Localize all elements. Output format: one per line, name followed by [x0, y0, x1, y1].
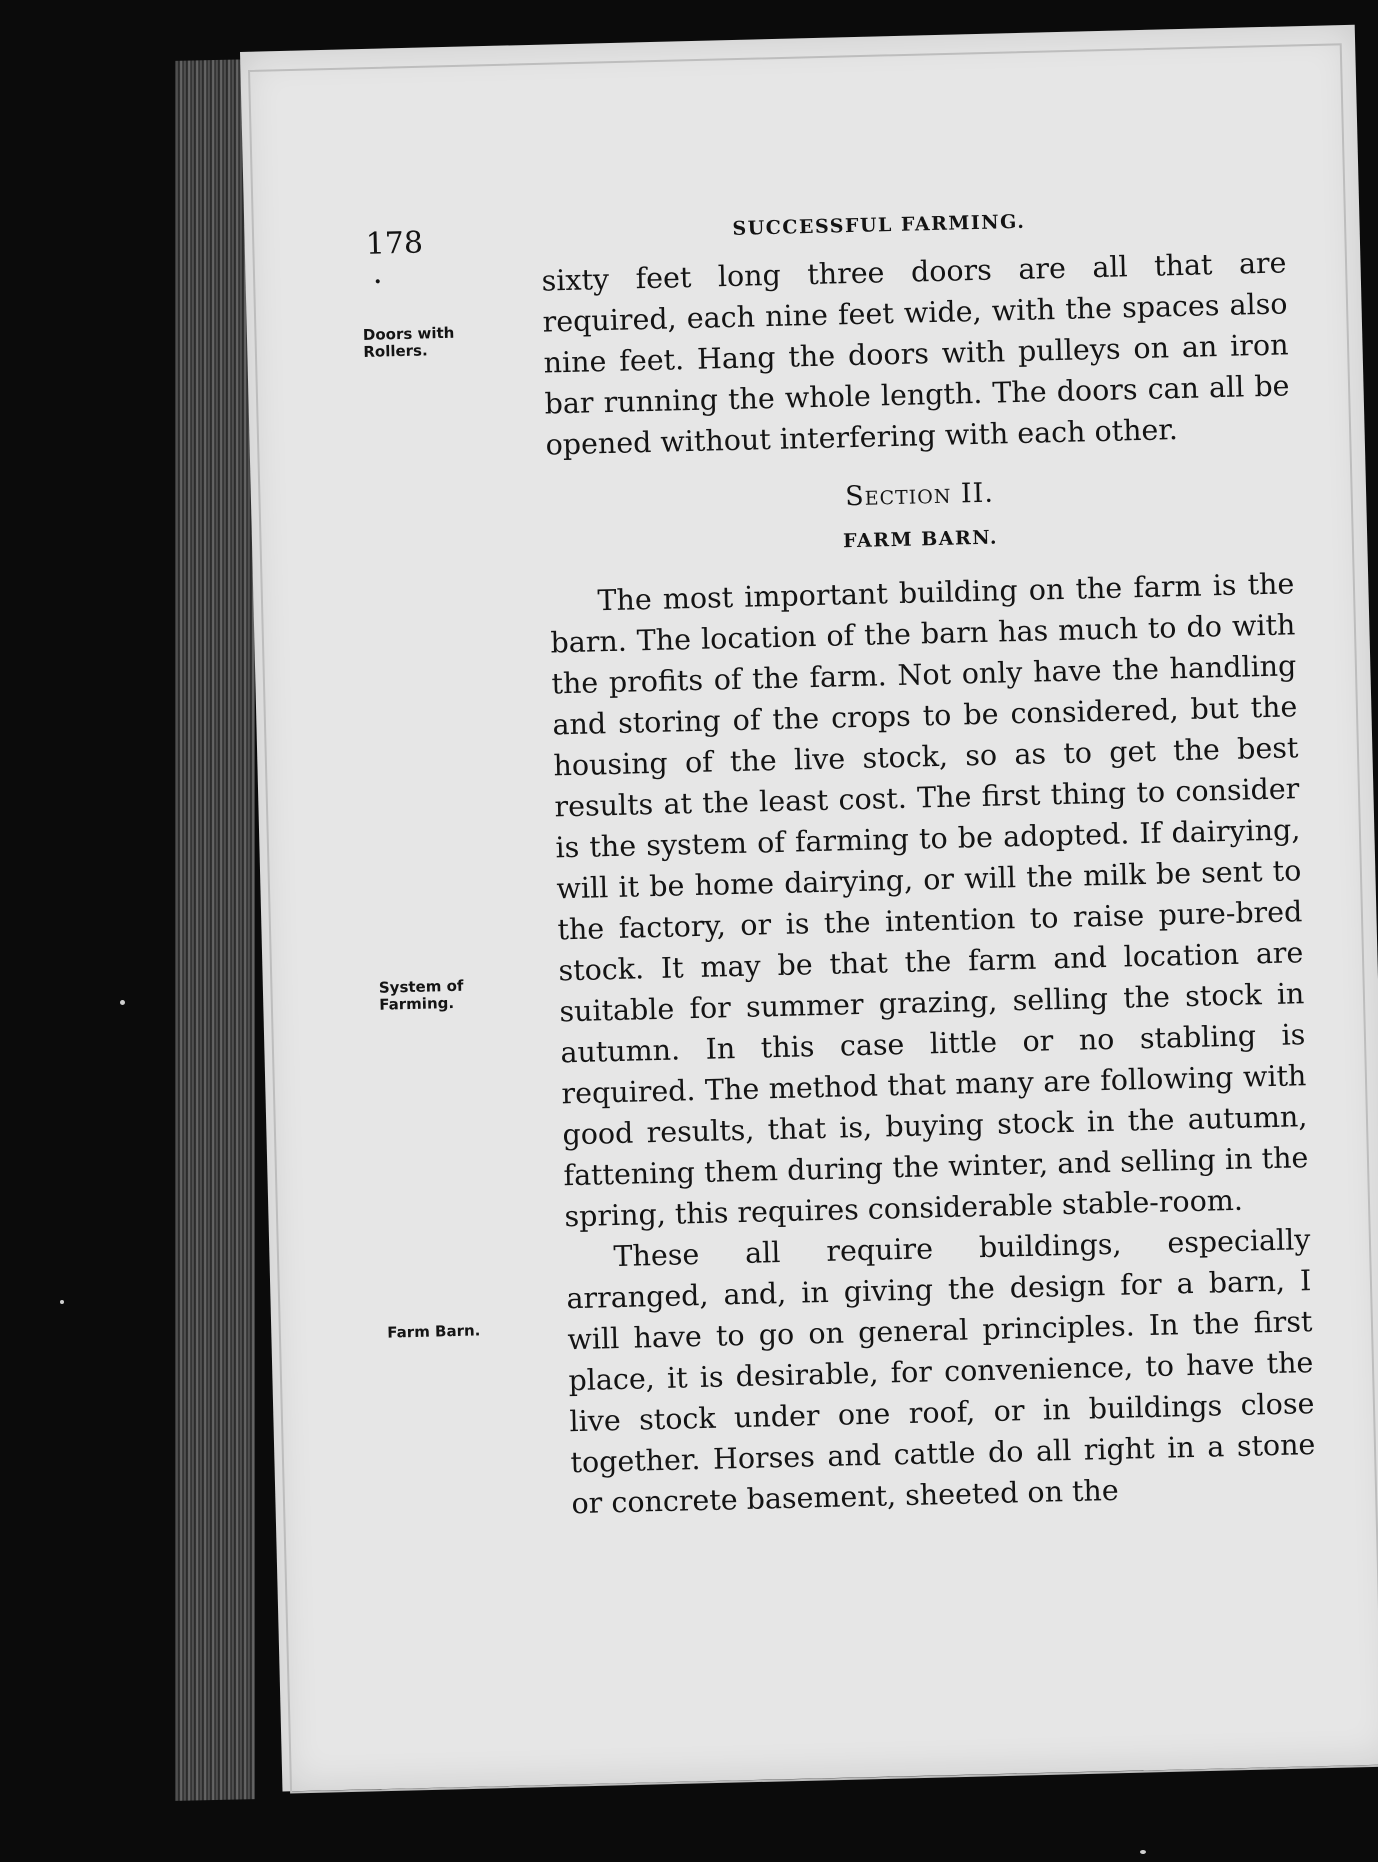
- section-subheading: FARM BARN.: [842, 526, 999, 553]
- margin-note-farm-barn: [387, 1321, 537, 1342]
- margin-note-line: System of: [378, 976, 464, 997]
- section-heading-text: Section II.: [844, 477, 995, 513]
- margin-note-line: Farm Barn.: [387, 1321, 481, 1342]
- page-number: 178: [365, 225, 424, 262]
- running-head-title: SUCCESSFUL FARMING.: [732, 210, 1026, 240]
- book-page-edges: [175, 59, 255, 1801]
- margin-note-system-of-farming: [379, 976, 530, 1014]
- dust-speck: [120, 1000, 125, 1005]
- dust-speck: [60, 1300, 64, 1304]
- margin-note-line: Doors with: [362, 323, 455, 344]
- text-block: [360, 192, 1322, 1528]
- stray-mark: •: [373, 274, 383, 291]
- margin-note-line: Farming.: [379, 993, 455, 1014]
- paragraph: The most important building on the farm is the barn. The location of the barn has much to do with the profits of the farm. Not only have the handling and storing of the crops to be considered, but the housing of the live stock, so as to get the best results at the least cost. The first thing to consider is the system of farming to be adopted. If dairying, will it be home dairying, or will the milk be sent to the factory, or is the intention to raise pure-bred stock. It may be that the farm and location are suitable for summer grazing, selling the stock in autumn. In this case little or no stabling is required. The method that many are following with good results, that is, buying stock in the autumn, fattening them during the winter, and selling in the spring, this requires considerable stable-room.: [550, 567, 1309, 1234]
- dust-speck: [1140, 1850, 1146, 1854]
- paragraph: These all require buildings, especially arranged, and, in giving the design for a barn, I will have to go on general principles. In the first place, it is desirable, for convenience, to have the live stock under one roof, or in buildings close together. Horses and cattle do all right in a stone or concrete basement, sheeted on the: [566, 1223, 1316, 1521]
- paragraph-continued: sixty feet long three doors are all that are required, each nine feet wide, with the spaces also nine feet. Hang the doors with pulleys on an iron bar running the whole length. The doors can all be opened without interfering with each other.: [541, 246, 1290, 462]
- margin-note-line: Rollers.: [363, 341, 428, 361]
- margin-note-doors-with-rollers: [363, 323, 514, 361]
- body-column: [541, 242, 1317, 1524]
